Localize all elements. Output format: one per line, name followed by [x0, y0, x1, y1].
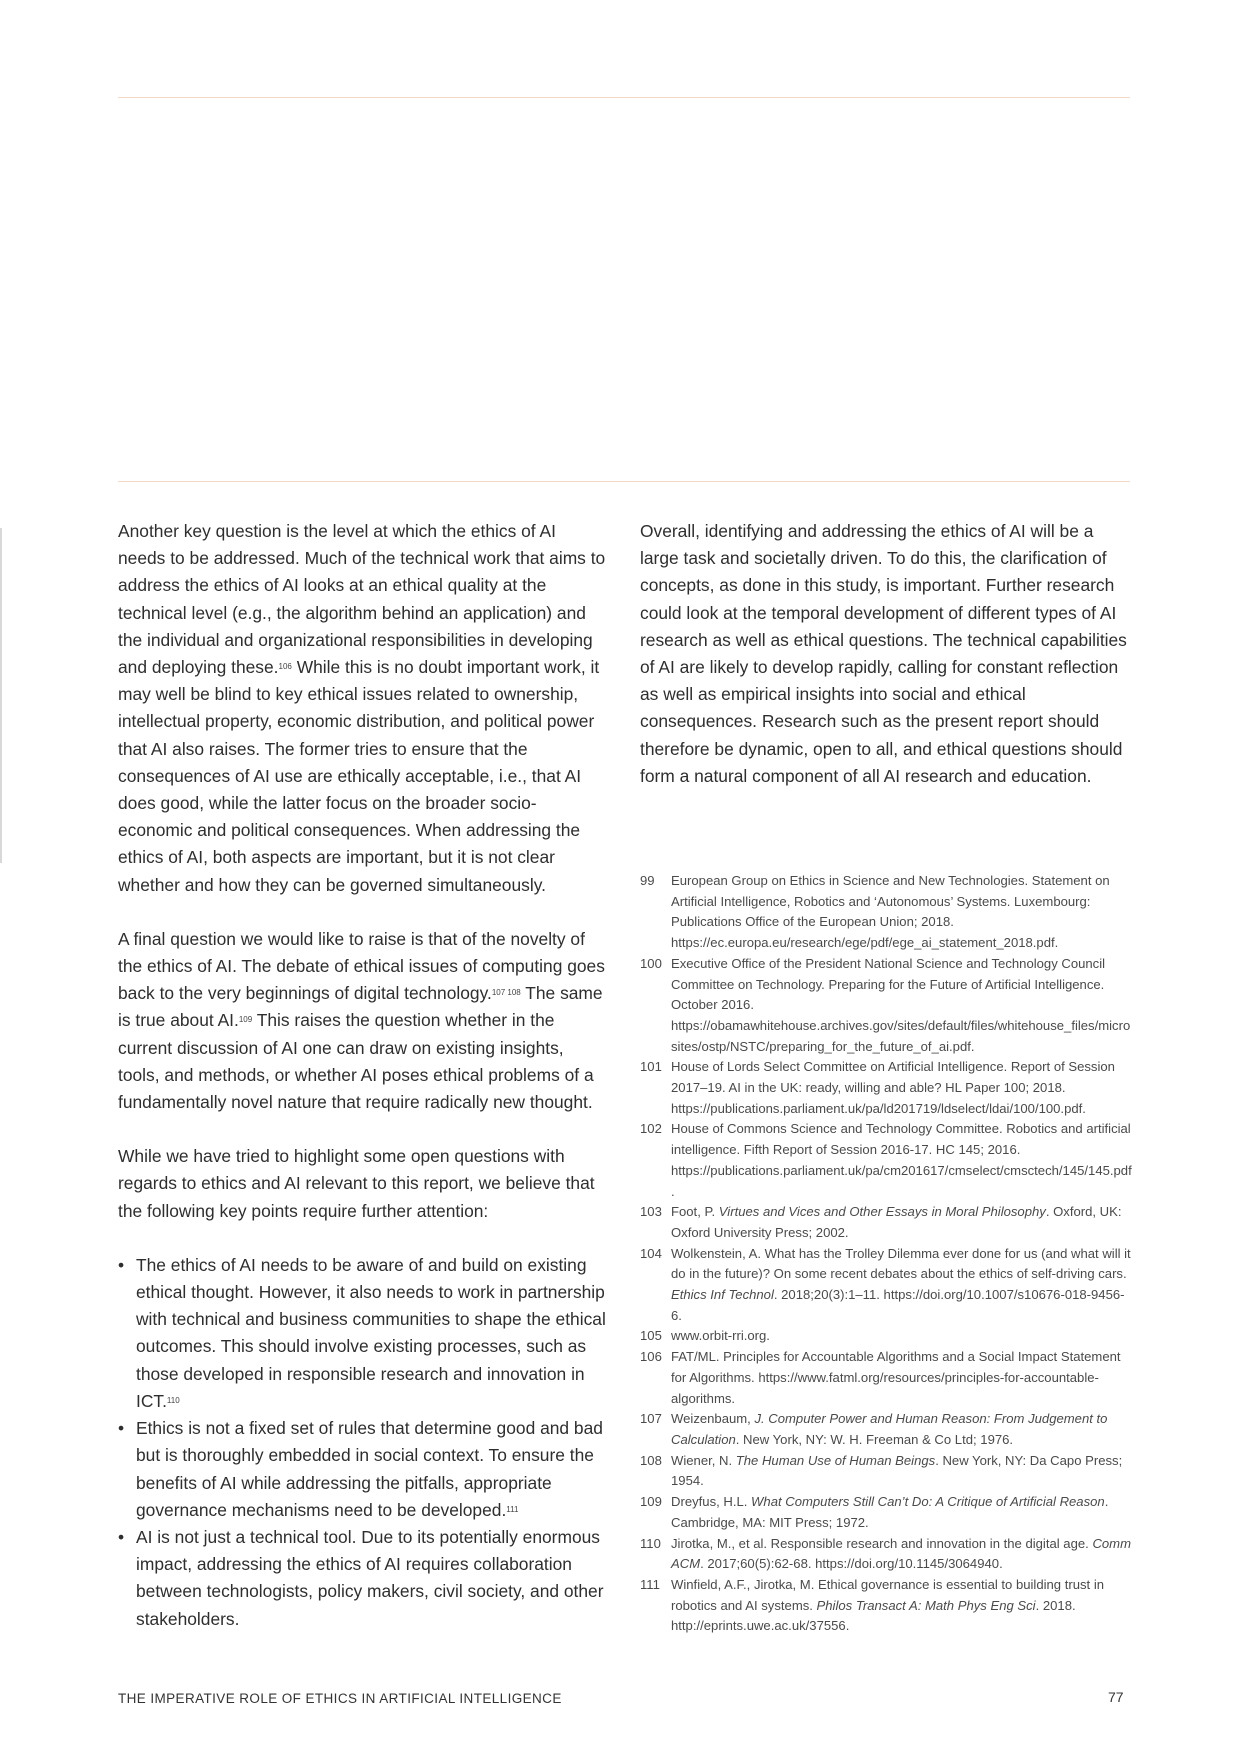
footnote-ref[interactable]: 111	[506, 1504, 519, 1514]
footnote-text: Dreyfus, H.L. What Computers Still Can’t Do: A Critique of Artificial Reason. Cambridge, MA: MIT Press; 1972.	[671, 1494, 1109, 1530]
footnote	[640, 1451, 1132, 1492]
bullet-item	[118, 1415, 608, 1524]
top-divider	[118, 97, 1130, 98]
page-number: 77	[1108, 1689, 1124, 1705]
footnote-number: 105	[640, 1328, 662, 1344]
footnote-number: 107	[640, 1411, 662, 1427]
footnote	[640, 1409, 1132, 1450]
paragraph-novelty	[118, 926, 608, 1116]
paragraph-key-points-intro: While we have tried to highlight some open questions with regards to ethics and AI relevant to this report, we believe that the following key points require further attention:	[118, 1146, 595, 1221]
paragraph-text: Another key question is the level at which the ethics of AI needs to be addressed. Much of the technical work that aims to address the ethics of AI looks at an ethical quality at the technical level (e.g., the algorithm behind an application) and the individual and organizational responsibilities in developing and deploying these.	[118, 521, 606, 678]
footnote-text: Foot, P. Virtues and Vices and Other Essays in Moral Philosophy. Oxford, UK: Oxford University Press; 2002.	[671, 1204, 1122, 1240]
page-edge-mark	[0, 528, 2, 863]
footnote	[640, 954, 1132, 1058]
footnote-number: 103	[640, 1204, 662, 1220]
footnote-ref[interactable]: 107 108	[491, 988, 521, 998]
running-footer-title: THE IMPERATIVE ROLE OF ETHICS IN ARTIFICIAL INTELLIGENCE	[118, 1691, 562, 1706]
paragraph-text: While this is no doubt important work, it may well be blind to key ethical issues related to ownership, intellectual property, economic distribution, and political power that AI also raises. The former tries to ensure that the consequences of AI use are ethically acceptable, i.e., that AI does good, while the latter focus on the broader socio-economic and political consequences. When addressing the ethics of AI, both aspects are important, but it is not clear whether and how they can be governed simultaneously.	[118, 657, 600, 895]
footnote-number: 111	[640, 1576, 660, 1592]
footnote-ref[interactable]: 109	[238, 1015, 253, 1025]
bullet-text: The ethics of AI needs to be aware of and build on existing ethical thought. However, it also needs to work in partnership with technical and business communities to shape the ethical outcomes. This should involve existing processes, such as those developed in responsible research and innovation in ICT.	[136, 1254, 606, 1411]
bullet-text: AI is not just a technical tool. Due to its potentially enormous impact, addressing the ethics of AI requires collaboration between technologists, policy makers, civil society, and other stakeholders.	[136, 1526, 604, 1629]
footnote-text: House of Lords Select Committee on Artificial Intelligence. Report of Session 2017–19. AI in the UK: ready, willing and able? HL Paper 100; 2018. https://publications.parliament.uk/pa/ld201719/ldselect/ldai/100/100.pdf.	[671, 1059, 1115, 1116]
footnote-number: 109	[640, 1494, 662, 1510]
footnote-ref[interactable]: 106	[278, 662, 292, 672]
footnote-text: www.orbit-rri.org.	[671, 1328, 770, 1344]
paragraph-conclusion: Overall, identifying and addressing the ethics of AI will be a large task and societally driven. To do this, the clarification of concepts, as done in this study, is important. Further research could look at the temporal development of different types of AI research as well as ethical questions. The technical capabilities of AI are likely to develop rapidly, calling for constant reflection as well as empirical insights into social and ethical consequences. Research such as the present report should therefore be dynamic, open to all, and ethical questions should form a natural component of all AI research and education.	[640, 521, 1127, 786]
section-divider	[118, 481, 1130, 482]
footnote	[640, 1347, 1132, 1409]
footnote	[640, 1244, 1132, 1327]
footnote-text: House of Commons Science and Technology Committee. Robotics and artificial intelligence. Fifth Report of Session 2016-17. HC 145; 2016. https://publications.parliament.uk/pa/cm201617/cmselect/cmsctech/145/145.pdf.	[671, 1121, 1132, 1199]
footnote-number: 104	[640, 1245, 662, 1261]
footnote-number: 102	[640, 1121, 662, 1137]
footnote-text: Wiener, N. The Human Use of Human Beings. New York, NY: Da Capo Press; 1954.	[671, 1452, 1123, 1489]
footnotes-list	[640, 871, 1132, 1637]
footnote-number: 108	[640, 1452, 662, 1468]
paragraph-text: This raises the question whether in the current discussion of AI one can draw on existing insights, tools, and methods, or whether AI poses ethical problems of a fundamentally novel nature that require radically new thought.	[118, 1010, 594, 1113]
footnote-ref[interactable]: 110	[166, 1395, 180, 1405]
bullet-item	[118, 1252, 608, 1415]
footnote	[640, 1119, 1132, 1202]
right-column	[640, 518, 1130, 817]
footnote-number: 106	[640, 1349, 662, 1365]
footnote-number: 110	[640, 1535, 661, 1551]
paragraph-text: The same is true about AI.	[118, 983, 603, 1031]
footnote	[640, 1575, 1132, 1637]
footnote-number: 100	[640, 955, 662, 971]
footnote-text: FAT/ML. Principles for Accountable Algorithms and a Social Impact Statement for Algorithms. https://www.fatml.org/resources/principles-for-accountable-algorithms.	[671, 1349, 1121, 1406]
paragraph-text: A final question we would like to raise is that of the novelty of the ethics of AI. The debate of ethical issues of computing goes back to the very beginnings of digital technology.	[118, 928, 605, 1004]
footnote-text: European Group on Ethics in Science and New Technologies. Statement on Artificial Intelligence, Robotics and ‘Autonomous’ Systems. Luxembourg: Publications Office of the European Union; 2018. https://ec.europa.eu/research/ege/pdf/ege_ai_statement_2018.pdf.	[671, 873, 1110, 951]
bullet-item	[118, 1524, 608, 1633]
footnote	[640, 1326, 1132, 1347]
footnote	[640, 1492, 1132, 1533]
footnote	[640, 1057, 1132, 1119]
bullet-text: Ethics is not a fixed set of rules that determine good and bad but is thoroughly embedded in social context. To ensure the benefits of AI while addressing the pitfalls, appropriate governance mechanisms need to be developed.	[136, 1418, 603, 1520]
footnote	[640, 871, 1132, 954]
footnote-text: Wolkenstein, A. What has the Trolley Dilemma ever done for us (and what will it do in the future)? On some recent debates about the ethics of self-driving cars. Ethics Inf Technol. 2018;20(3):1–11. https://doi.org/10.1007/s10676-018-9456-6.	[671, 1245, 1131, 1323]
footnote	[640, 1534, 1132, 1575]
footnote-number: 99	[640, 873, 655, 888]
left-column	[118, 518, 608, 1633]
key-points-list	[118, 1252, 608, 1633]
footnote-text: Jirotka, M., et al. Responsible research and innovation in the digital age. Comm ACM. 2017;60(5):62-68. https://doi.org/10.1145/3064940.	[671, 1535, 1131, 1572]
footnote-text: Weizenbaum, J. Computer Power and Human Reason: From Judgement to Calculation. New York, NY: W. H. Freeman & Co Ltd; 1976.	[671, 1411, 1108, 1447]
footnote-text: Winfield, A.F., Jirotka, M. Ethical governance is essential to building trust in robotics and AI systems. Philos Transact A: Math Phys Eng Sci. 2018. http://eprints.uwe.ac.uk/37556.	[671, 1576, 1105, 1634]
footnote-number: 101	[640, 1059, 662, 1075]
footnote-text: Executive Office of the President National Science and Technology Council Committee on Technology. Preparing for the Future of Artificial Intelligence. October 2016. https://obamawhitehouse.archives.gov/sites/default/files/whitehouse_files/microsites/ostp/NSTC/preparing_for_the_future_of_ai.pdf.	[671, 955, 1131, 1054]
paragraph-level-of-ethics	[118, 518, 608, 899]
footnote	[640, 1202, 1132, 1243]
